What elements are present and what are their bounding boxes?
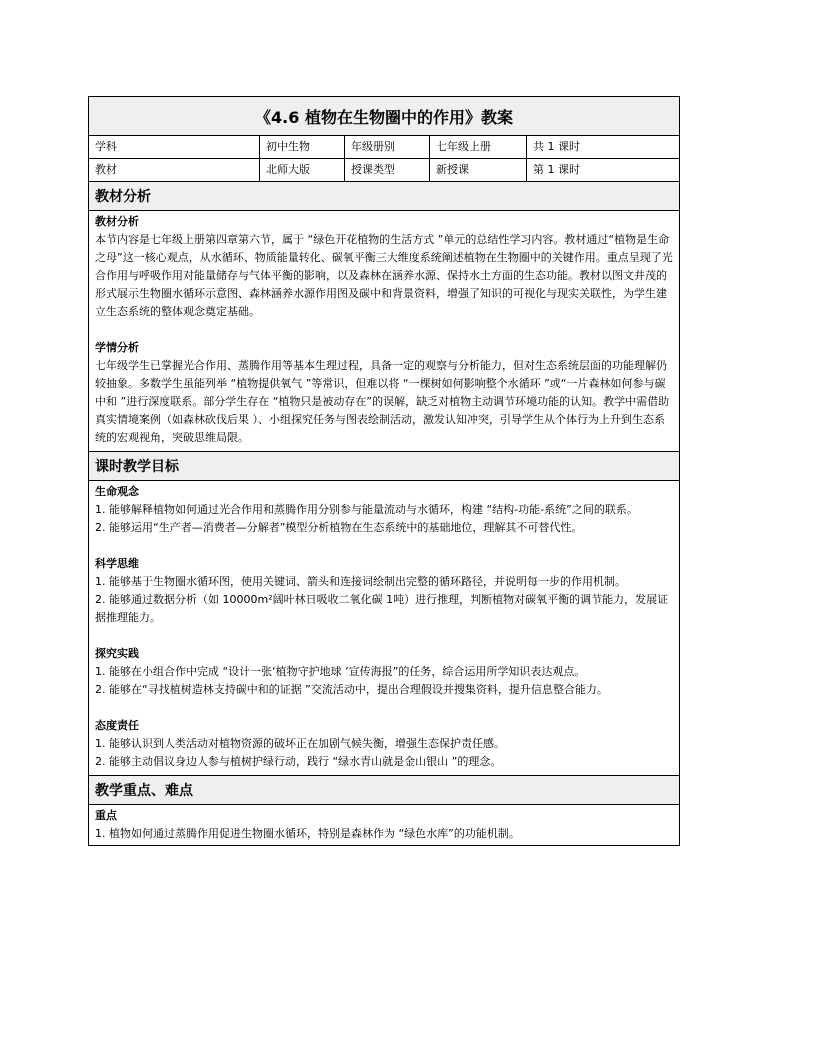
info-cell: 新授课 <box>430 159 527 181</box>
info-cell: 第 1 课时 <box>533 163 580 176</box>
objective-item: 1. 能够在小组合作中完成 “设计一张‘植物守护地球 ’宣传海报”的任务，综合运用所学知识表达观点。 <box>95 665 586 678</box>
section-body-analysis <box>89 211 679 452</box>
key-point-item: 1. 植物如何通过蒸腾作用促进生物圈水循环，特别是森林作为 “绿色水库”的功能机制。 <box>95 827 520 840</box>
info-row-subject <box>89 136 679 159</box>
info-cell: 共 1 课时 <box>533 140 580 153</box>
objective-item: 1. 能够认识到人类活动对植物资源的破坏正在加剧气候失衡，增强生态保护责任感。 <box>95 737 505 750</box>
info-cell: 七年级上册 <box>430 136 527 158</box>
info-cell: 北师大版 <box>260 159 345 181</box>
objective-group-title: 科学思维 <box>95 557 139 570</box>
info-cell: 初中生物 <box>260 136 345 158</box>
objective-item: 2. 能够主动倡议身边人参与植树护绿行动，践行 “绿水青山就是金山银山 ”的理念。 <box>95 755 502 768</box>
objective-item: 2. 能够在“寻找植树造林支持碳中和的证据 ”交流活动中，提出合理假设并搜集资料，提升信息整合能力。 <box>95 683 608 696</box>
section-body-key-points <box>89 805 679 845</box>
info-cell: 年级册别 <box>345 136 430 158</box>
info-row-textbook <box>89 159 679 182</box>
info-cell: 学科 <box>89 136 260 158</box>
paragraph-textbook-analysis: 本节内容是七年级上册第四章第六节，属于 “绿色开花植物的生活方式 ”单元的总结性学习内容。教材通过“植物是生命之母”这一核心观点，从水循环、物质能量转化、碳氧平衡三大维度系统阐述植物在生物圈中的关键作用。重点呈现了光合作用与呼吸作用对能量储存与气体平衡的影响，以及森林在涵养水源、保持水土方面的生态功能。教材以图文并茂的形式展示生物圈水循环示意图、森林涵养水源作用图及碳中和背景资料，增强了知识的可视化与现实关联性，为学生建立生态系统的整体观念奠定基础。 <box>95 233 673 318</box>
lesson-plan-document <box>88 96 680 846</box>
objective-group-title: 生命观念 <box>95 485 139 498</box>
section-heading-objectives: 课时教学目标 <box>89 452 679 481</box>
subheading-textbook-analysis: 教材分析 <box>95 215 139 228</box>
section-heading-key-points: 教学重点、难点 <box>89 776 679 805</box>
objective-group-title: 探究实践 <box>95 647 139 660</box>
subheading-key-point: 重点 <box>95 809 117 822</box>
objective-item: 2. 能够通过数据分析（如 10000m²阔叶林日吸收二氧化碳 1吨）进行推理，判断植物对碳氧平衡的调节能力，发展证据推理能力。 <box>95 593 669 624</box>
subheading-student-analysis: 学情分析 <box>95 341 139 354</box>
paragraph-student-analysis: 七年级学生已掌握光合作用、蒸腾作用等基本生理过程，具备一定的观察与分析能力，但对生态系统层面的功能理解仍较抽象。多数学生虽能列举 “植物提供氧气 ”等常识，但难以将 “一棵树如何影响整个水循环 ”或“一片森林如何参与碳中和 ”进行深度联系。部分学生存在 “植物只是被动存在”的误解，缺乏对植物主动调节环境功能的认知。教学中需借助真实情境案例（如森林砍伐后果 ）、小组探究任务与图表绘制活动，激发认知冲突，引导学生从个体行为上升到生态系统的宏观视角，突破思维局限。 <box>95 359 670 444</box>
info-cell: 教材 <box>89 159 260 181</box>
section-body-objectives <box>89 481 679 776</box>
document-title: 《4.6 植物在生物圈中的作用》教案 <box>89 97 679 136</box>
objective-item: 1. 能够解释植物如何通过光合作用和蒸腾作用分别参与能量流动与水循环，构建 “结构-功能-系统”之间的联系。 <box>95 503 638 516</box>
objective-group-title: 态度责任 <box>95 719 139 732</box>
info-cell: 授课类型 <box>345 159 430 181</box>
objective-item: 2. 能够运用“生产者—消费者—分解者”模型分析植物在生态系统中的基础地位，理解其不可替代性。 <box>95 521 583 534</box>
section-heading-analysis: 教材分析 <box>89 182 679 211</box>
objective-item: 1. 能够基于生物圈水循环图，使用关键词、箭头和连接词绘制出完整的循环路径，并说明每一步的作用机制。 <box>95 575 626 588</box>
